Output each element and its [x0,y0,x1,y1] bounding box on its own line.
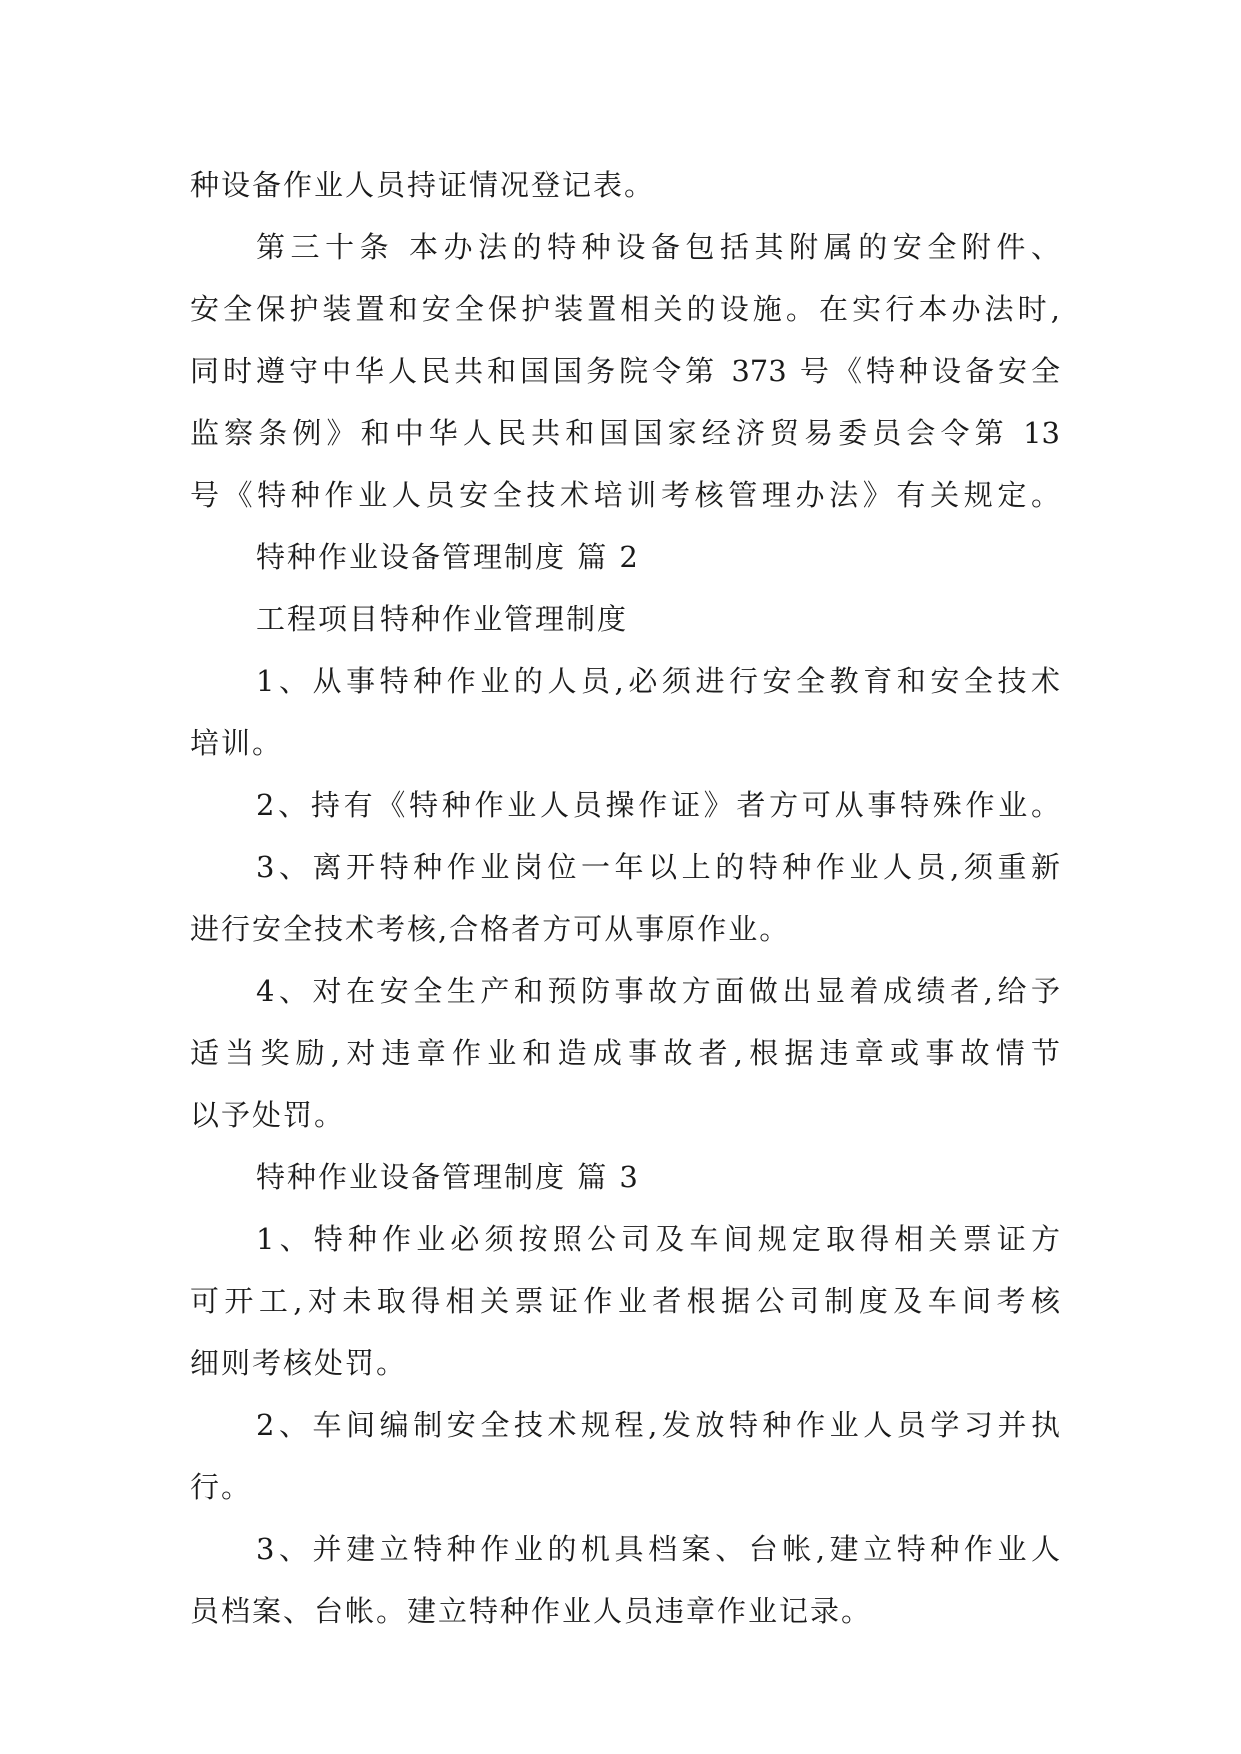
text-line-13: 进行安全技术考核,合格者方可从事原作业。 [190,912,791,946]
document-body [190,154,1060,1642]
text-line-16: 以予处罚。 [190,1098,346,1132]
text-line-11: 2、持有《特种作业人员操作证》者方可从事特殊作业。 [256,788,1060,822]
text-line-10: 培训。 [190,726,284,760]
text-line-18: 1、特种作业必须按照公司及车间规定取得相关票证方 [256,1222,1060,1256]
text-line-12: 3、离开特种作业岗位一年以上的特种作业人员,须重新 [256,850,1060,884]
text-line-3: 安全保护装置和安全保护装置相关的设施。在实行本办法时, [190,292,1060,326]
text-line-22: 行。 [190,1470,253,1504]
text-line-20: 细则考核处罚。 [190,1346,408,1380]
text-line-9: 1、从事特种作业的人员,必须进行安全教育和安全技术 [256,664,1060,698]
text-line-24: 员档案、台帐。建立特种作业人员违章作业记录。 [190,1594,873,1628]
text-line-21: 2、车间编制安全技术规程,发放特种作业人员学习并执 [256,1408,1060,1442]
text-line-5: 监察条例》和中华人民共和国国家经济贸易委员会令第 13 [190,416,1060,450]
subheading-project-management: 工程项目特种作业管理制度 [256,602,629,636]
section-heading-2: 特种作业设备管理制度 篇 2 [256,540,640,574]
text-line-23: 3、并建立特种作业的机具档案、台帐,建立特种作业人 [256,1532,1060,1566]
text-line-19: 可开工,对未取得相关票证作业者根据公司制度及车间考核 [190,1284,1060,1318]
section-heading-3: 特种作业设备管理制度 篇 3 [256,1160,640,1194]
text-line-1: 种设备作业人员持证情况登记表。 [190,168,656,202]
text-line-6: 号《特种作业人员安全技术培训考核管理办法》有关规定。 [190,478,1060,512]
text-line-4: 同时遵守中华人民共和国国务院令第 373 号《特种设备安全 [190,354,1060,388]
text-line-14: 4、对在安全生产和预防事故方面做出显着成绩者,给予 [256,974,1060,1008]
text-line-15: 适当奖励,对违章作业和造成事故者,根据违章或事故情节 [190,1036,1060,1070]
text-line-2: 第三十条 本办法的特种设备包括其附属的安全附件、 [256,230,1060,264]
